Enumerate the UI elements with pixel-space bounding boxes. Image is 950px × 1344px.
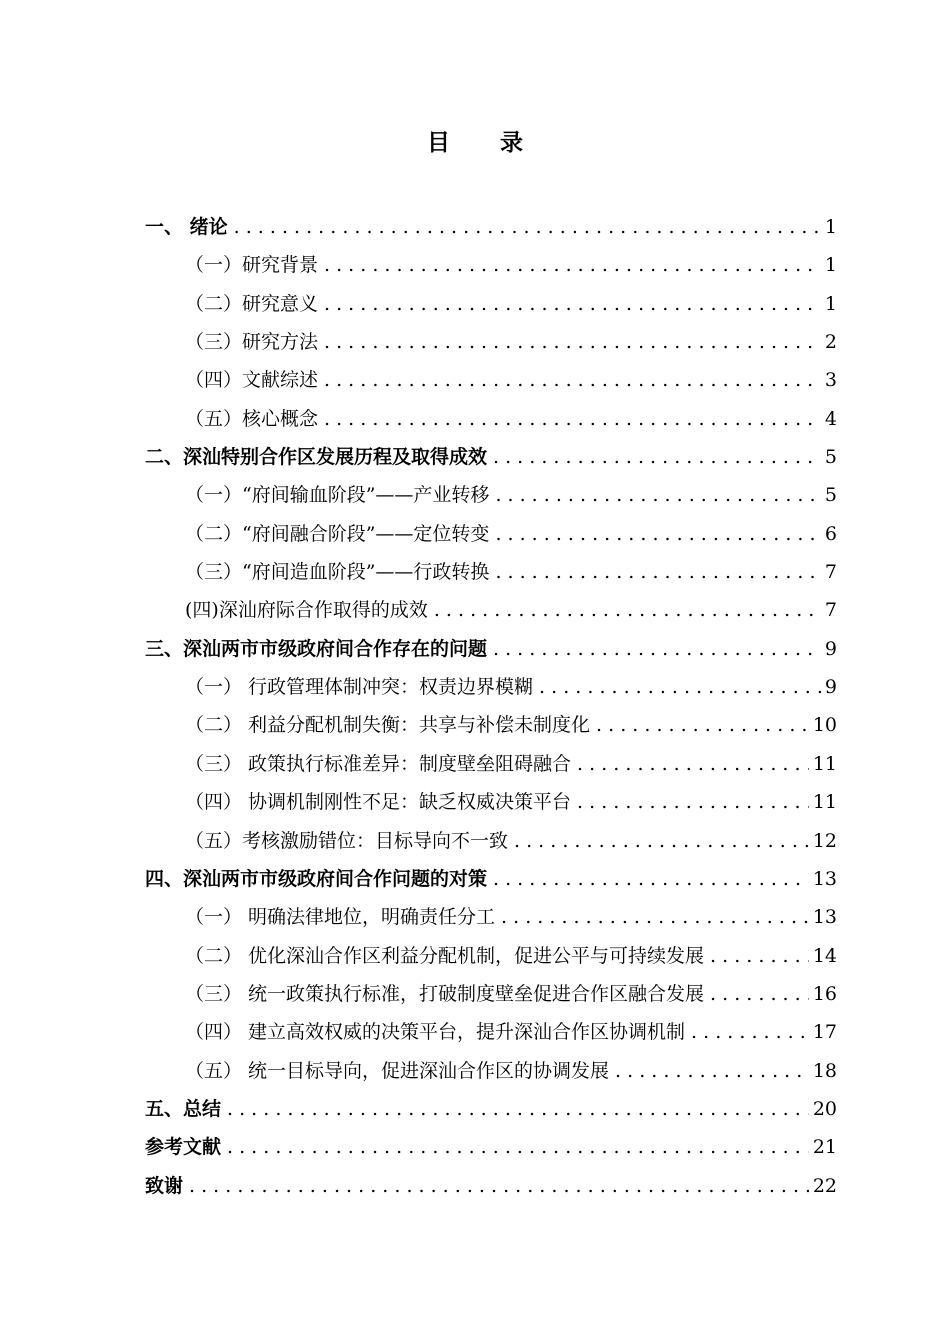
table-of-contents (145, 208, 837, 1205)
toc-entry-label: （一） 明确法律地位，明确责任分工 (185, 906, 496, 929)
toc-page-number: 13 (812, 867, 837, 890)
toc-entry-label: （一） 行政管理体制冲突：权责边界模糊 (185, 676, 534, 699)
toc-leader-dots (495, 553, 820, 591)
toc-leader-dots (577, 745, 809, 783)
toc-page-number: 16 (812, 982, 837, 1005)
toc-section-entry[interactable] (145, 706, 837, 744)
toc-page-number: 11 (812, 791, 837, 814)
toc-page-number: 11 (812, 752, 837, 775)
toc-leader-dots (691, 1013, 809, 1051)
toc-entry-label: 四、深汕两市市级政府间合作问题的对策 (145, 867, 488, 890)
toc-page-number: 9 (824, 637, 837, 660)
toc-leader-dots (189, 1167, 809, 1205)
toc-leader-dots (495, 476, 820, 514)
toc-leader-dots (493, 860, 809, 898)
toc-page-number: 1 (824, 216, 837, 238)
toc-section-entry[interactable] (145, 515, 837, 553)
toc-leader-dots (615, 1052, 809, 1090)
toc-section-entry[interactable] (145, 553, 837, 591)
toc-section-entry[interactable] (145, 937, 837, 975)
toc-entry-label: （三） 政策执行标准差异：制度壁垒阻碍融合 (185, 752, 572, 775)
toc-leader-dots (324, 323, 821, 361)
toc-chapter-entry[interactable] (145, 208, 837, 246)
toc-leader-dots (234, 208, 821, 246)
toc-page-number: 17 (812, 1021, 837, 1044)
toc-entry-label: （四） 建立高效权威的决策平台，提升深汕合作区协调机制 (185, 1021, 686, 1044)
toc-entry-label: 二、深汕特别合作区发展历程及取得成效 (145, 446, 488, 469)
toc-entry-label: （三）“府间造血阶段”——行政转换 (185, 561, 490, 584)
title-char-2: 录 (500, 130, 523, 156)
toc-entry-label: （二） 优化深汕合作区利益分配机制，促进公平与可持续发展 (185, 944, 705, 967)
toc-page-number: 4 (824, 407, 837, 430)
toc-leader-dots (501, 898, 809, 936)
toc-leader-dots (324, 400, 821, 438)
toc-page-number: 5 (824, 484, 837, 507)
toc-page-number: 12 (812, 829, 837, 852)
toc-page-number: 14 (812, 944, 837, 967)
toc-entry-label: （五）考核激励错位：目标导向不一致 (185, 829, 509, 852)
toc-section-entry[interactable] (145, 246, 837, 284)
toc-leader-dots (577, 783, 809, 821)
toc-leader-dots (493, 630, 821, 668)
toc-page-number: 6 (824, 522, 837, 545)
toc-page-number: 1 (824, 254, 837, 277)
toc-entry-label: （二）“府间融合阶段”——定位转变 (185, 522, 490, 545)
title-char-1: 目 (427, 130, 450, 156)
toc-entry-label: （三） 统一政策执行标准，打破制度壁垒促进合作区融合发展 (185, 982, 705, 1005)
toc-leader-dots (434, 591, 821, 629)
toc-section-entry[interactable] (145, 285, 837, 323)
toc-chapter-entry[interactable] (145, 1090, 837, 1128)
toc-section-entry[interactable] (145, 323, 837, 361)
toc-entry-label: （一）研究背景 (185, 254, 319, 277)
toc-entry-label: 一、 绪论 (145, 216, 228, 238)
toc-page-number: 20 (812, 1097, 837, 1120)
toc-entry-label: 三、深汕两市市级政府间合作存在的问题 (145, 637, 488, 660)
toc-page-number: 3 (824, 369, 837, 392)
toc-page-number: 5 (824, 446, 837, 469)
toc-section-entry[interactable] (145, 668, 837, 706)
toc-leader-dots (514, 822, 809, 860)
toc-chapter-entry[interactable] (145, 1167, 837, 1205)
toc-entry-label: 五、总结 (145, 1097, 222, 1120)
toc-leader-dots (227, 1090, 809, 1128)
toc-page-number: 1 (824, 292, 837, 315)
toc-page-number: 7 (824, 561, 837, 584)
toc-page-number: 18 (812, 1059, 837, 1082)
toc-chapter-entry[interactable] (145, 630, 837, 668)
toc-leader-dots (596, 706, 809, 744)
toc-leader-dots (710, 937, 809, 975)
toc-section-entry[interactable] (145, 975, 837, 1013)
toc-chapter-entry[interactable] (145, 860, 837, 898)
toc-leader-dots (495, 515, 820, 553)
toc-leader-dots (493, 438, 821, 476)
toc-section-entry[interactable] (145, 783, 837, 821)
toc-section-entry[interactable] (145, 898, 837, 936)
toc-page-number: 2 (824, 331, 837, 354)
toc-entry-label: (四)深汕府际合作取得的成效 (185, 599, 428, 622)
toc-entry-label: （二）研究意义 (185, 292, 319, 315)
toc-leader-dots (227, 1128, 809, 1166)
toc-leader-dots (324, 361, 821, 399)
toc-page-number: 22 (812, 1174, 837, 1197)
toc-leader-dots (324, 285, 821, 323)
toc-entry-label: （二） 利益分配机制失衡：共享与补偿未制度化 (185, 714, 591, 737)
toc-page-number: 9 (824, 676, 837, 699)
toc-entry-label: （四） 协调机制刚性不足：缺乏权威决策平台 (185, 791, 572, 814)
toc-entry-label: （五）核心概念 (185, 407, 319, 430)
toc-section-entry[interactable] (145, 476, 837, 514)
toc-section-entry[interactable] (145, 745, 837, 783)
toc-section-entry[interactable] (145, 1052, 837, 1090)
toc-entry-label: （五） 统一目标导向，促进深汕合作区的协调发展 (185, 1059, 610, 1082)
toc-page-number: 21 (812, 1136, 837, 1159)
toc-leader-dots (539, 668, 821, 706)
toc-section-entry[interactable] (145, 361, 837, 399)
toc-entry-label: （三）研究方法 (185, 331, 319, 354)
toc-section-entry[interactable] (145, 400, 837, 438)
toc-page-number: 7 (824, 599, 837, 622)
toc-section-entry[interactable] (145, 591, 837, 629)
toc-entry-label: 参考文献 (145, 1136, 222, 1159)
toc-entry-label: （四）文献综述 (185, 369, 319, 392)
toc-leader-dots (710, 975, 809, 1013)
toc-page-number: 10 (812, 714, 837, 737)
toc-leader-dots (324, 246, 821, 284)
page-title (0, 124, 950, 157)
toc-page-number: 13 (812, 906, 837, 929)
toc-section-entry[interactable] (145, 1013, 837, 1051)
toc-section-entry[interactable] (145, 822, 837, 860)
toc-entry-label: 致谢 (145, 1174, 184, 1197)
toc-entry-label: （一）“府间输血阶段”——产业转移 (185, 484, 490, 507)
toc-chapter-entry[interactable] (145, 1128, 837, 1166)
toc-chapter-entry[interactable] (145, 438, 837, 476)
